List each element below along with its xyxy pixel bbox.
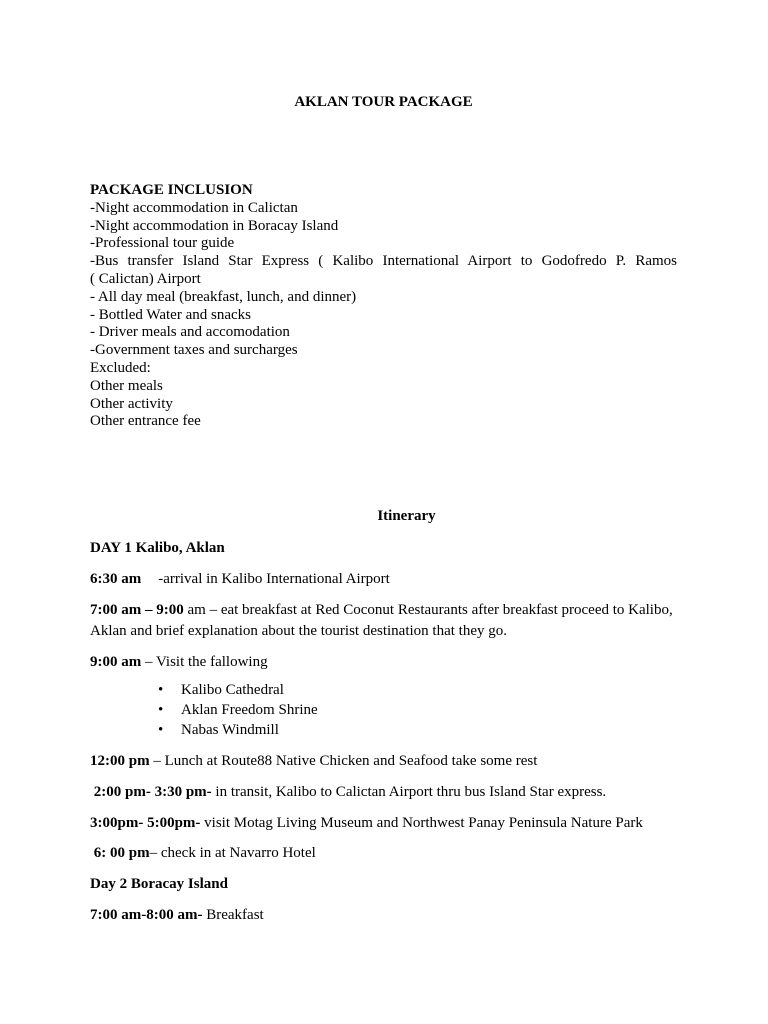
inclusion-item: - Bottled Water and snacks xyxy=(90,306,251,323)
day-heading-text: DAY 1 Kalibo, Aklan xyxy=(90,540,225,556)
inclusion-item: -Professional tour guide xyxy=(90,235,235,252)
document-title: AKLAN TOUR PACKAGE xyxy=(294,94,473,110)
package-inclusion-section xyxy=(90,182,677,431)
itinerary-entry xyxy=(90,569,680,590)
itinerary-entry xyxy=(90,782,680,803)
day-heading-text: Day 2 Boracay Island xyxy=(90,876,228,893)
inclusion-item-bus-line1: -Bus transfer Island Star Express ( Kalibo International Airport to Godofredo P. Ramos xyxy=(90,253,677,270)
entry-text: -arrival in Kalibo International Airport xyxy=(158,570,390,587)
entry-text: am – eat breakfast at Red Coconut Restaurants after breakfast proceed to Kalibo, Aklan and brief explanation about the tourist destination that they go. xyxy=(90,601,673,639)
inclusion-heading: PACKAGE INCLUSION xyxy=(90,182,253,198)
day2-heading xyxy=(90,874,680,895)
entry-text: in transit, Kalibo to Calictan Airport thru bus Island Star express. xyxy=(211,783,607,800)
bullet-icon: • xyxy=(158,702,164,719)
inclusion-item: - All day meal (breakfast, lunch, and dinner) xyxy=(90,288,357,305)
day1-heading xyxy=(90,538,680,559)
inclusion-item: -Night accommodation in Calictan xyxy=(90,199,298,216)
document-page xyxy=(90,0,677,1024)
entry-text: – check in at Navarro Hotel xyxy=(149,845,316,862)
excluded-item: Other entrance fee xyxy=(90,413,201,430)
entry-time: 6: 00 pm xyxy=(90,845,150,862)
itinerary-entry xyxy=(90,751,680,772)
entry-time: 12:00 pm xyxy=(90,752,150,769)
itinerary-entry xyxy=(90,652,680,673)
itinerary-title: Itinerary xyxy=(377,508,436,524)
list-item-text: Kalibo Cathedral xyxy=(181,682,284,699)
list-item-text: Nabas Windmill xyxy=(181,722,279,739)
excluded-item: Other activity xyxy=(90,395,173,412)
entry-time: 3:00pm- 5:00pm- xyxy=(90,814,201,831)
itinerary-entry xyxy=(90,843,680,864)
entry-text: – Lunch at Route88 Native Chicken and Seafood take some rest xyxy=(149,752,538,769)
inclusion-item-bus-line2: ( Calictan) Airport xyxy=(90,270,201,287)
entry-time: 7:00 am – 9:00 xyxy=(90,601,184,618)
entry-time: 9:00 am xyxy=(90,653,142,670)
itinerary-entry xyxy=(90,905,680,926)
inclusion-item: -Government taxes and surcharges xyxy=(90,342,298,359)
list-item-text: Aklan Freedom Shrine xyxy=(181,702,318,719)
itinerary-section xyxy=(90,538,680,936)
entry-time: 2:00 pm- 3:30 pm- xyxy=(90,783,212,800)
entry-time: 6:30 am xyxy=(90,570,142,587)
itinerary-entry xyxy=(90,600,680,641)
entry-time: 7:00 am-8:00 am- xyxy=(90,907,203,924)
inclusion-item: - Driver meals and accomodation xyxy=(90,324,290,341)
excluded-label: Excluded: xyxy=(90,359,151,376)
entry-text: Breakfast xyxy=(202,907,264,924)
list-item xyxy=(158,720,680,740)
excluded-item: Other meals xyxy=(90,377,163,394)
visit-list xyxy=(90,680,680,740)
list-item xyxy=(158,680,680,700)
itinerary-entry xyxy=(90,813,680,834)
inclusion-item: -Night accommodation in Boracay Island xyxy=(90,217,339,234)
bullet-icon: • xyxy=(158,682,164,699)
bullet-icon: • xyxy=(158,722,164,739)
entry-text: visit Motag Living Museum and Northwest Panay Peninsula Nature Park xyxy=(200,814,643,831)
list-item xyxy=(158,700,680,720)
entry-text: – Visit the fallowing xyxy=(141,653,268,670)
